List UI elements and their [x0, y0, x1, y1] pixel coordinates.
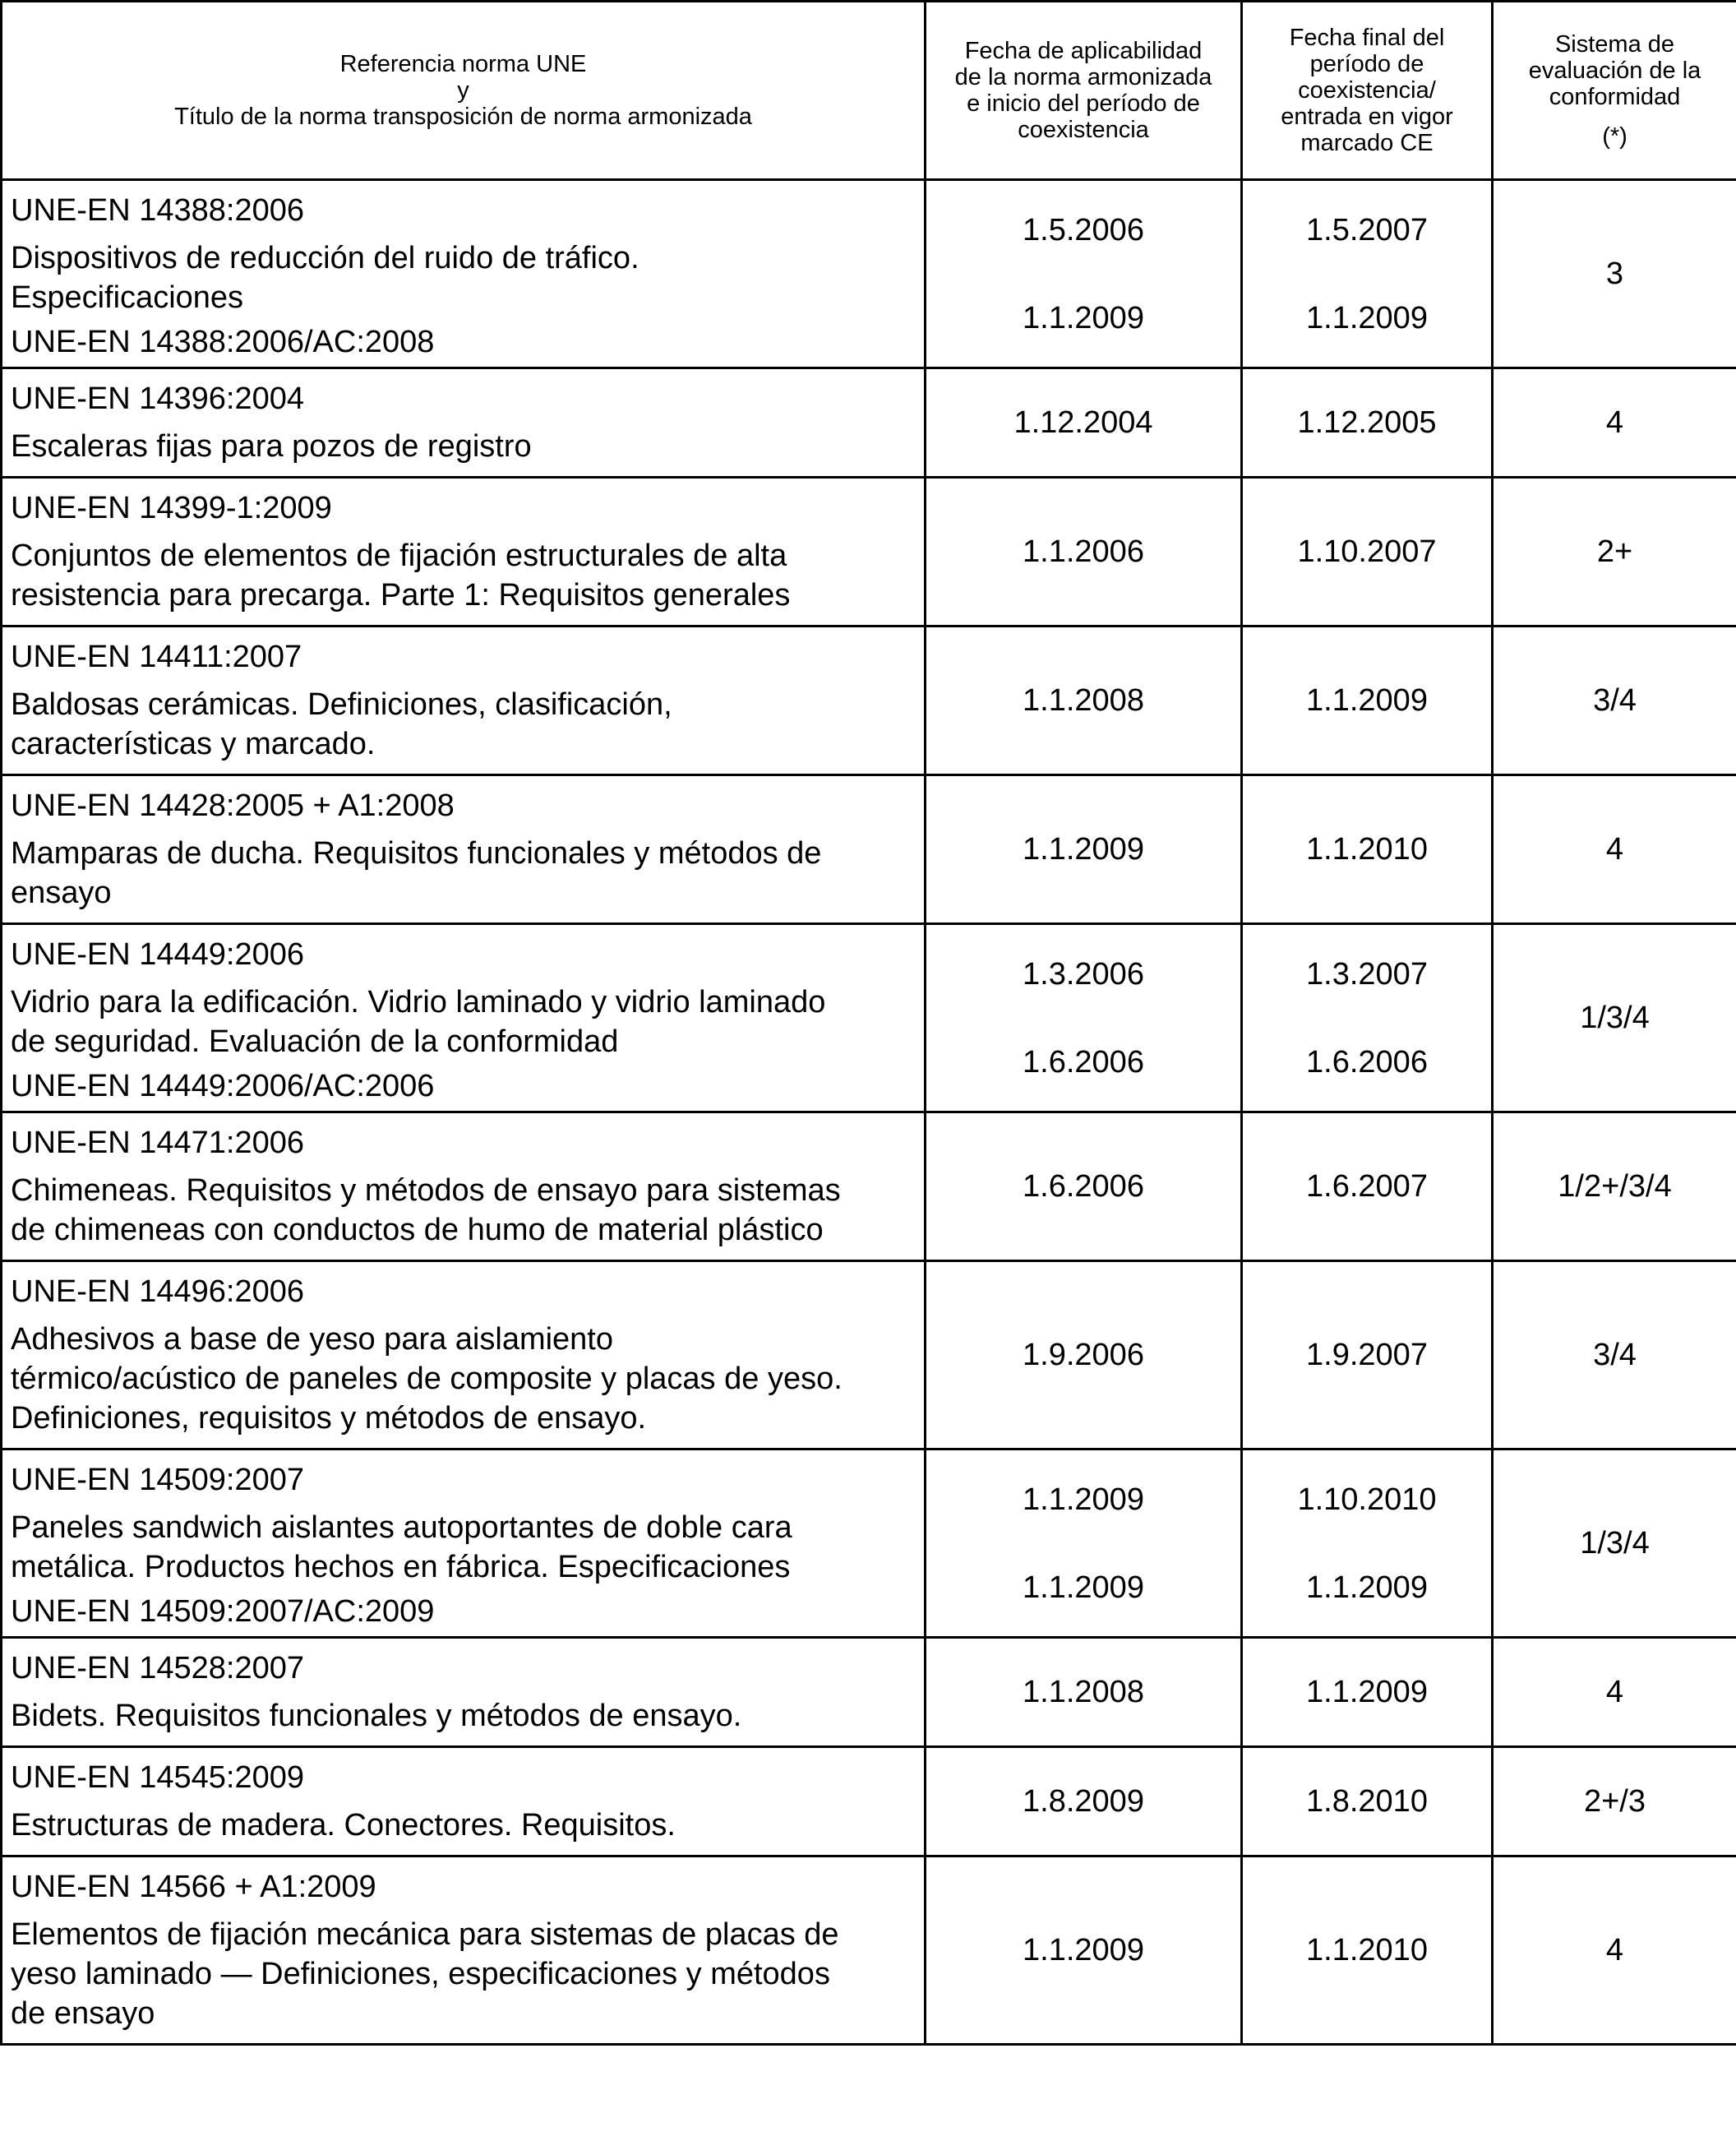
coexistence-end-date: 1.1.2010	[1306, 1932, 1428, 1967]
standard-reference: UNE-EN 14528:2007	[11, 1651, 304, 1685]
standard-title: de seguridad. Evaluación de la conformidad	[11, 1024, 619, 1059]
conformity-system: 4	[1605, 831, 1624, 867]
conformity-system-cell	[1493, 180, 1736, 368]
conformity-system: 1/3/4	[1580, 1000, 1650, 1035]
coexistence-end-date-cell	[1242, 1856, 1493, 2045]
standard-reference: UNE-EN 14509:2007	[11, 1463, 304, 1497]
conformity-system-cell	[1493, 1112, 1736, 1261]
coexistence-end-date-cell	[1242, 627, 1493, 775]
standard-title: metálica. Productos hechos en fábrica. Especificaciones	[11, 1550, 791, 1584]
header-applicability-date: Fecha de aplicabilidad de la norma armonizada e inicio del período de coexistencia	[926, 2, 1242, 180]
standard-title: Definiciones, requisitos y métodos de ensayo.	[11, 1401, 647, 1436]
applicability-date: 1.1.2008	[1023, 682, 1144, 718]
applicability-date: 1.3.2006	[1023, 956, 1144, 992]
standard-reference-cell	[2, 1856, 926, 2045]
table-row	[2, 1856, 1736, 2045]
table-row	[2, 775, 1736, 924]
applicability-date: 1.1.2009	[1023, 1932, 1144, 1967]
standard-reference-cell	[2, 180, 926, 368]
standard-title: de chimeneas con conductos de humo de material plástico	[11, 1213, 824, 1247]
coexistence-end-date: 1.1.2009	[1306, 1674, 1428, 1709]
coexistence-end-date: 1.1.2010	[1306, 831, 1428, 867]
coexistence-end-date-cell	[1242, 924, 1493, 1112]
conformity-system: 1/3/4	[1580, 1525, 1650, 1560]
applicability-date-cell	[926, 1747, 1242, 1856]
table-row	[2, 180, 1736, 368]
applicability-date: 1.5.2006	[1023, 212, 1144, 247]
applicability-date: 1.1.2009	[1023, 831, 1144, 867]
table-row	[2, 924, 1736, 1112]
coexistence-end-date: 1.5.2007	[1306, 212, 1428, 247]
amendment-reference: UNE-EN 14449:2006/AC:2006	[11, 1069, 435, 1103]
standard-title: térmico/acústico de paneles de composite y placas de yeso.	[11, 1362, 843, 1396]
standard-title: Dispositivos de reducción del ruido de tráfico.	[11, 241, 639, 275]
table-row	[2, 1112, 1736, 1261]
standard-reference-cell	[2, 1112, 926, 1261]
conformity-system-cell	[1493, 368, 1736, 478]
coexistence-end-date-cell	[1242, 1261, 1493, 1450]
coexistence-end-date-cell	[1242, 1112, 1493, 1261]
conformity-system-cell	[1493, 924, 1736, 1112]
table-row	[2, 368, 1736, 478]
applicability-date: 1.6.2006	[1023, 1168, 1144, 1204]
conformity-system-cell	[1493, 1450, 1736, 1638]
standard-title: Escaleras fijas para pozos de registro	[11, 429, 532, 464]
conformity-system-cell	[1493, 1747, 1736, 1856]
coexistence-end-date: 1.10.2010	[1297, 1482, 1437, 1517]
coexistence-end-date-cell	[1242, 1638, 1493, 1747]
coexistence-end-date-cell	[1242, 368, 1493, 478]
standard-title: Paneles sandwich aislantes autoportantes de doble cara	[11, 1510, 792, 1545]
table-body	[2, 180, 1736, 2045]
standard-reference: UNE-EN 14428:2005 + A1:2008	[11, 788, 455, 823]
standard-title: Chimeneas. Requisitos y métodos de ensayo para sistemas	[11, 1173, 841, 1208]
coexistence-end-date: 1.12.2005	[1297, 405, 1437, 440]
conformity-system: 1/2+/3/4	[1558, 1168, 1672, 1204]
standard-title: Vidrio para la edificación. Vidrio laminado y vidrio laminado	[11, 985, 826, 1020]
amendment-applicability-date: 1.1.2009	[1023, 1570, 1144, 1605]
table-row	[2, 478, 1736, 627]
header-conformity-system: Sistema de evaluación de la conformidad (*)	[1493, 2, 1736, 180]
standard-reference-cell	[2, 1261, 926, 1450]
standard-reference: UNE-EN 14388:2006	[11, 193, 304, 228]
coexistence-end-date-cell	[1242, 775, 1493, 924]
applicability-date-cell	[926, 180, 1242, 368]
standard-title: Estructuras de madera. Conectores. Requisitos.	[11, 1808, 676, 1843]
conformity-system: 4	[1605, 1932, 1624, 1967]
amendment-coexistence-end-date: 1.1.2009	[1306, 300, 1428, 335]
standard-title: Mamparas de ducha. Requisitos funcionales y métodos de	[11, 836, 822, 871]
conformity-system: 4	[1605, 1674, 1624, 1709]
standard-reference-cell	[2, 1747, 926, 1856]
standard-title: yeso laminado — Definiciones, especificaciones y métodos	[11, 1957, 830, 1991]
applicability-date-cell	[926, 1856, 1242, 2045]
coexistence-end-date: 1.10.2007	[1297, 534, 1437, 569]
conformity-system-cell	[1493, 1261, 1736, 1450]
applicability-date-cell	[926, 1638, 1242, 1747]
applicability-date-cell	[926, 924, 1242, 1112]
applicability-date-cell	[926, 627, 1242, 775]
standard-title: Baldosas cerámicas. Definiciones, clasificación,	[11, 687, 672, 722]
applicability-date: 1.9.2006	[1023, 1337, 1144, 1372]
standard-title: Bidets. Requisitos funcionales y métodos de ensayo.	[11, 1699, 742, 1733]
standard-title: ensayo	[11, 876, 112, 910]
standard-reference: UNE-EN 14411:2007	[11, 640, 302, 674]
conformity-system: 3	[1605, 256, 1624, 291]
standard-reference-cell	[2, 478, 926, 627]
conformity-system-cell	[1493, 775, 1736, 924]
standard-reference: UNE-EN 14545:2009	[11, 1760, 304, 1795]
header-row	[2, 2, 1736, 180]
coexistence-end-date: 1.3.2007	[1306, 956, 1428, 992]
standard-reference: UNE-EN 14471:2006	[11, 1126, 304, 1160]
applicability-date-cell	[926, 775, 1242, 924]
standard-title: Adhesivos a base de yeso para aislamiento	[11, 1322, 614, 1357]
conformity-system-cell	[1493, 627, 1736, 775]
standard-reference: UNE-EN 14399-1:2009	[11, 491, 332, 525]
conformity-system-cell	[1493, 478, 1736, 627]
standard-reference-cell	[2, 1450, 926, 1638]
standard-reference-cell	[2, 627, 926, 775]
standard-reference: UNE-EN 14449:2006	[11, 937, 304, 972]
standard-reference: UNE-EN 14566 + A1:2009	[11, 1870, 376, 1904]
table-row	[2, 627, 1736, 775]
applicability-date: 1.1.2009	[1023, 1482, 1144, 1517]
coexistence-end-date-cell	[1242, 478, 1493, 627]
amendment-reference: UNE-EN 14509:2007/AC:2009	[11, 1594, 435, 1629]
standard-title: Conjuntos de elementos de fijación estructurales de alta	[11, 539, 787, 573]
conformity-system: 3/4	[1593, 1337, 1637, 1372]
header-reference-title: Referencia norma UNE y Título de la norma transposición de norma armonizada	[2, 2, 926, 180]
coexistence-end-date: 1.8.2010	[1306, 1783, 1428, 1819]
standard-title: resistencia para precarga. Parte 1: Requisitos generales	[11, 578, 791, 613]
applicability-date: 1.1.2008	[1023, 1674, 1144, 1709]
amendment-reference: UNE-EN 14388:2006/AC:2008	[11, 325, 435, 359]
standard-reference: UNE-EN 14496:2006	[11, 1274, 304, 1309]
standard-reference-cell	[2, 368, 926, 478]
coexistence-end-date-cell	[1242, 180, 1493, 368]
standard-reference-cell	[2, 1638, 926, 1747]
standard-title: Elementos de fijación mecánica para sistemas de placas de	[11, 1917, 839, 1952]
amendment-coexistence-end-date: 1.1.2009	[1306, 1570, 1428, 1605]
conformity-system-cell	[1493, 1638, 1736, 1747]
table-row	[2, 1450, 1736, 1638]
header-coexistence-end: Fecha final del período de coexistencia/ entrada en vigor marcado CE	[1242, 2, 1493, 180]
conformity-system: 3/4	[1593, 682, 1637, 718]
conformity-system-cell	[1493, 1856, 1736, 2045]
conformity-system: 2+	[1596, 534, 1633, 569]
applicability-date-cell	[926, 1261, 1242, 1450]
table-row	[2, 1638, 1736, 1747]
applicability-date-cell	[926, 368, 1242, 478]
applicability-date-cell	[926, 1112, 1242, 1261]
conformity-system: 4	[1605, 405, 1624, 440]
coexistence-end-date: 1.1.2009	[1306, 682, 1428, 718]
coexistence-end-date: 1.6.2007	[1306, 1168, 1428, 1204]
conformity-system: 2+/3	[1583, 1783, 1646, 1819]
standard-title: Especificaciones	[11, 280, 244, 315]
amendment-applicability-date: 1.6.2006	[1023, 1044, 1144, 1080]
standard-reference-cell	[2, 775, 926, 924]
applicability-date-cell	[926, 1450, 1242, 1638]
table-row	[2, 1747, 1736, 1856]
standard-reference: UNE-EN 14396:2004	[11, 381, 304, 416]
coexistence-end-date-cell	[1242, 1450, 1493, 1638]
standard-title: de ensayo	[11, 1996, 155, 2031]
standard-title: características y marcado.	[11, 727, 376, 761]
coexistence-end-date-cell	[1242, 1747, 1493, 1856]
amendment-coexistence-end-date: 1.6.2006	[1306, 1044, 1428, 1080]
applicability-date: 1.1.2006	[1023, 534, 1144, 569]
standard-reference-cell	[2, 924, 926, 1112]
applicability-date: 1.8.2009	[1023, 1783, 1144, 1819]
applicability-date: 1.12.2004	[1013, 405, 1153, 440]
amendment-applicability-date: 1.1.2009	[1023, 300, 1144, 335]
coexistence-end-date: 1.9.2007	[1306, 1337, 1428, 1372]
applicability-date-cell	[926, 478, 1242, 627]
table-row	[2, 1261, 1736, 1450]
